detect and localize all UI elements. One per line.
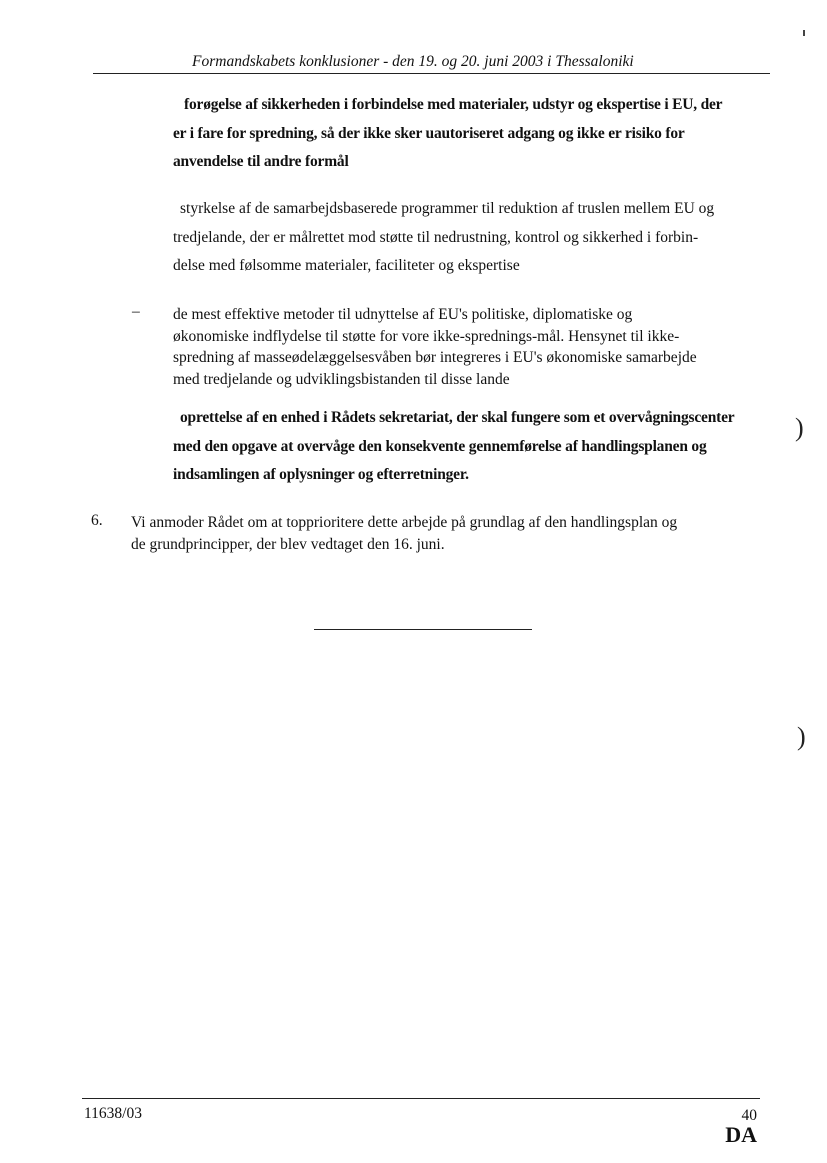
page-number: 40: [741, 1107, 757, 1124]
text-line: de grundprincipper, der blev vedtaget den 16. juni.: [131, 535, 445, 553]
text-line: styrkelse af de samarbejdsbaserede programmer til reduktion af truslen mellem EU og: [180, 200, 715, 217]
text-line: forøgelse af sikkerheden i forbindelse med materialer, udstyr og ekspertise i EU, der: [184, 96, 723, 113]
language-code: DA: [725, 1122, 757, 1147]
text-line: med den opgave at overvåge den konsekvente gennemførelse af handlingsplanen og: [173, 437, 707, 455]
item-monitoring-unit: [173, 404, 773, 490]
text-line: tredjelande, der er målrettet mod støtte til nedrustning, kontrol og sikkerhed i forbin-: [173, 228, 699, 246]
item-security-enhancement: [173, 91, 773, 177]
text-line: med tredjelande og udviklingsbistanden til disse lande: [173, 370, 510, 388]
text-line: er i fare for spredning, så der ikke sker uautoriseret adgang og ikke er risiko for: [173, 124, 685, 142]
header-rule: [93, 73, 770, 74]
text-line: økonomiske indflydelse til støtte for vore ikke-sprednings-mål. Hensynet til ikke-: [173, 327, 680, 345]
text-line: delse med følsomme materialer, faciliteter og ekspertise: [173, 257, 520, 274]
text-line: anvendelse til andre formål: [173, 153, 349, 170]
text-line: de mest effektive metoder til udnyttelse af EU's politiske, diplomatiske og: [173, 306, 633, 323]
scan-mark: [803, 30, 805, 36]
binder-hole-mark: ): [795, 413, 804, 442]
document-number: 11638/03: [84, 1105, 142, 1122]
text-line: spredning af masseødelæggelsesvåben bør integreres i EU's økonomiske samarbejde: [173, 349, 697, 366]
item-effective-methods: [173, 304, 768, 390]
page-header-title: Formandskabets konklusioner - den 19. og 20. juni 2003 i Thessaloniki: [192, 53, 634, 70]
text-line: indsamlingen af oplysninger og efterretninger.: [173, 466, 469, 483]
text-line: oprettelse af en enhed i Rådets sekretariat, der skal fungere som et overvågningscenter: [180, 409, 735, 426]
point-number: 6.: [91, 512, 103, 529]
footer-rule: [82, 1098, 760, 1099]
text-line: Vi anmoder Rådet om at topprioritere dette arbejde på grundlag af den handlingsplan og: [131, 514, 678, 531]
point-6-text: [131, 512, 771, 555]
list-dash-marker: –: [132, 303, 140, 320]
item-cooperation-programmes: [173, 195, 773, 281]
binder-hole-mark: ): [797, 722, 806, 751]
end-rule: [314, 629, 532, 630]
